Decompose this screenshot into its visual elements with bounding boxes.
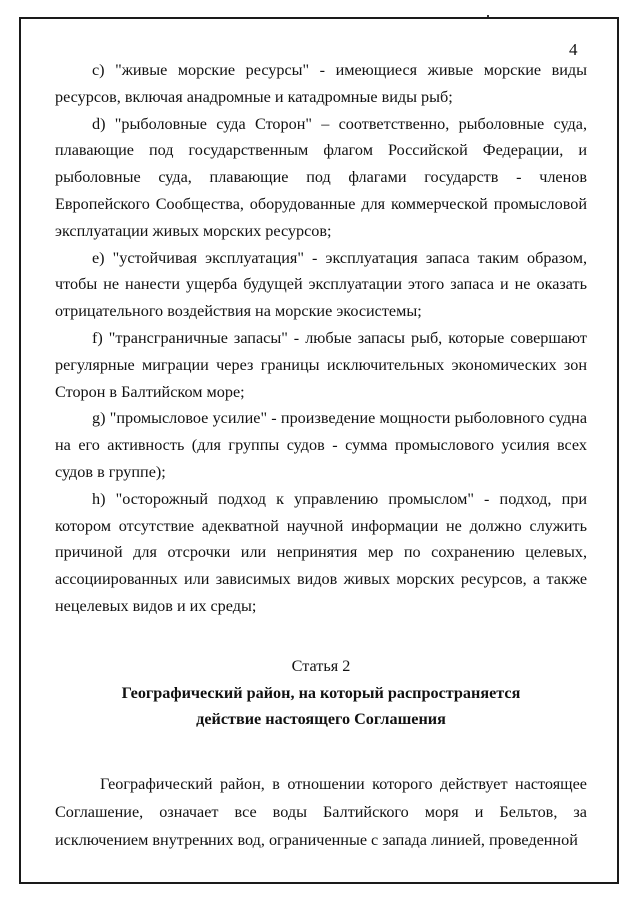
article-heading: [55, 653, 587, 733]
definition-e: е) "устойчивая эксплуатация" - эксплуатация запаса таким образом, чтобы не нанести ущерба будущей эксплуатации этого запаса и не оказать отрицательного воздействия на морские экосистемы;: [55, 248, 587, 321]
article-title-line-2: действие настоящего Соглашения: [196, 710, 446, 729]
scan-speck: [487, 15, 489, 17]
definition-f: f) "трансграничные запасы" - любые запасы рыб, которые совершают регулярные миграции через границы исключительных экономических зон Сторон в Балтийском море;: [55, 328, 587, 401]
article-body: Географический район, в отношении которого действует настоящее Соглашение, означает все воды Балтийского моря и Бельтов, за исключением внутренних вод, ограниченные с запада линией, проведенной: [55, 774, 587, 849]
definition-h: h) "осторожный подход к управлению промыслом" - подход, при котором отсутствие адекватной научной информации не должно служить причиной для отсрочки или непринятия мер по сохранению целевых, ассоциированных или зависимых видов живых морских ресурсов, а также нецелевых видов и их среды;: [55, 489, 587, 615]
definition-d: d) "рыболовные суда Сторон" – соответственно, рыболовные суда, плавающие под государственным флагом Российской Федерации, и рыболовные суда, плавающие под флагами государств - членов Европейского Сообщества, оборудованные для коммерческой промысловой эксплуатации живых морских ресурсов;: [55, 114, 587, 240]
article-title: [55, 680, 587, 733]
article-title-line-1: Географический район, на который распространяется: [121, 683, 521, 702]
document-body: [55, 57, 587, 854]
definition-g: g) "промысловое усилие" - произведение мощности рыболовного судна на его активность (для группы судов - сумма промыслового усилия всех судов в группе);: [55, 409, 587, 481]
article-number: Статья 2: [291, 656, 351, 675]
page-number: 4: [569, 40, 578, 59]
definition-c: с) "живые морские ресурсы" - имеющиеся живые морские виды ресурсов, включая анадромные и катадромные виды рыб;: [55, 61, 587, 106]
